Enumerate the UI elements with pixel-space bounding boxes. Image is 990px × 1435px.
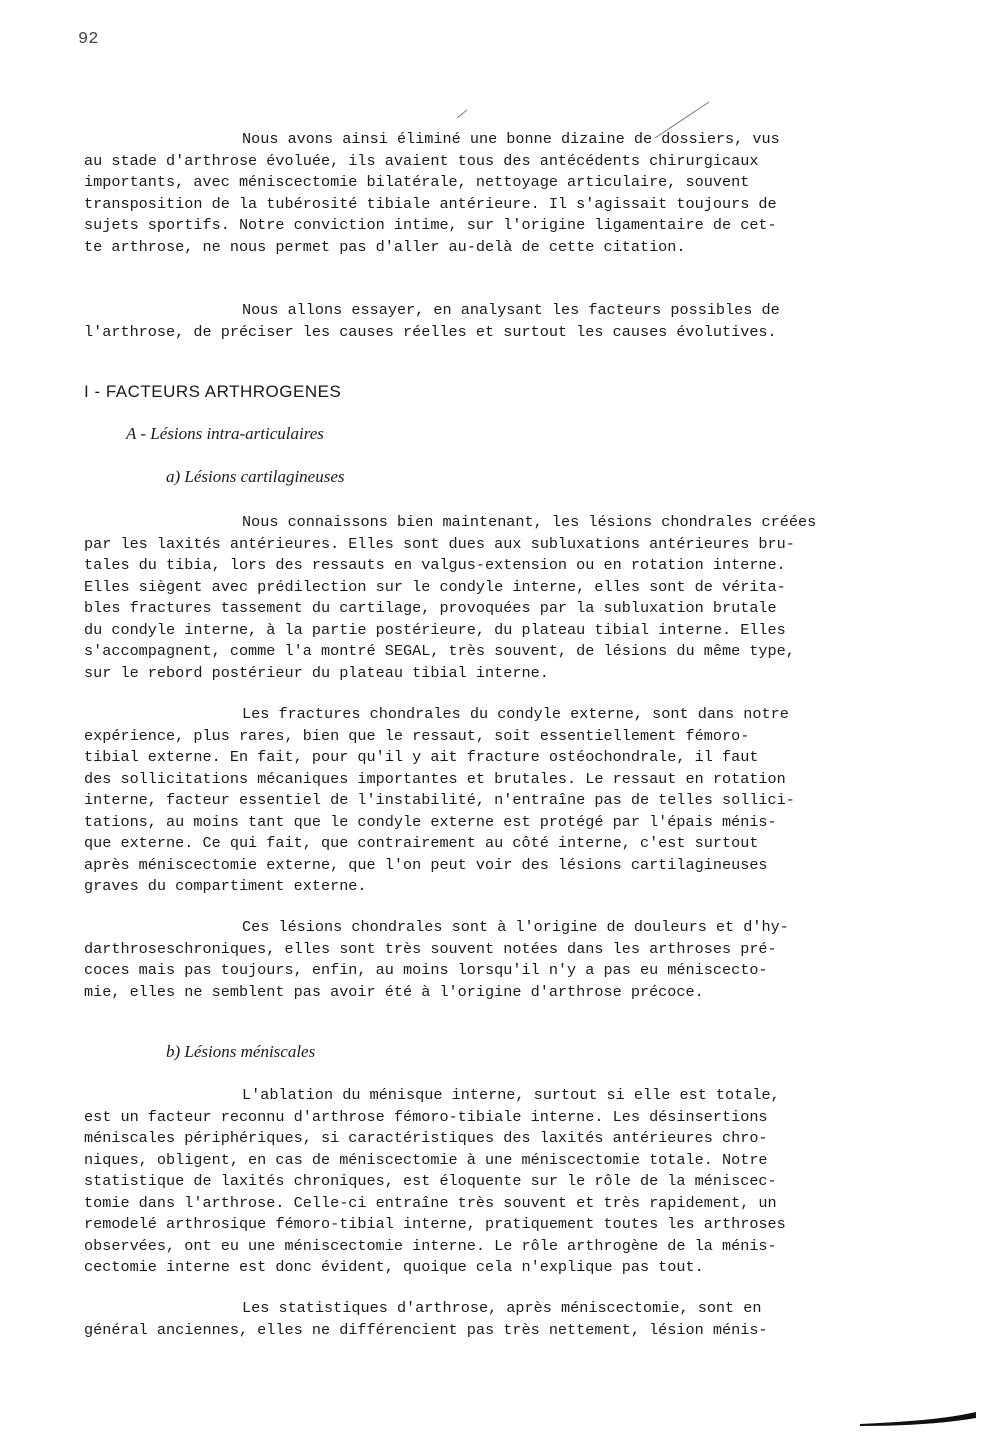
text-line: sur le rebord postérieur du plateau tibial interne. xyxy=(84,663,549,682)
text-line: du condyle interne, à la partie postérieure, du plateau tibial interne. Elles xyxy=(84,620,786,639)
text-line: Nous allons essayer, en analysant les facteurs possibles de xyxy=(242,301,780,319)
text-line: Ces lésions chondrales sont à l'origine de douleurs et d'hy- xyxy=(242,918,789,936)
text-line: tales du tibia, lors des ressauts en valgus-extension ou en rotation interne. xyxy=(84,556,786,574)
text-line: observées, ont eu une méniscectomie interne. Le rôle arthrogène de la ménis- xyxy=(84,1236,777,1255)
text-line: que externe. Ce qui fait, que contrairement au côté interne, c'est surtout xyxy=(84,834,759,852)
text-line: statistique de laxités chroniques, est éloquente sur le rôle de la méniscec- xyxy=(84,1172,777,1190)
text-line: Les fractures chondrales du condyle externe, sont dans notre xyxy=(242,705,789,723)
text-line: cectomie interne est donc évident, quoique cela n'explique pas tout. xyxy=(84,1258,704,1276)
body-paragraph xyxy=(84,1298,890,1341)
text-line: méniscales périphériques, si caractéristiques des laxités antérieures chro- xyxy=(84,1129,768,1147)
text-line: sujets sportifs. Notre conviction intime, sur l'origine ligamentaire de cet- xyxy=(84,216,777,234)
text-line: mie, elles ne semblent pas avoir été à l'origine d'arthrose précoce. xyxy=(84,982,704,1001)
text-line: coces mais pas toujours, enfin, au moins lorsqu'il n'y a pas eu méniscecto- xyxy=(84,961,768,979)
text-line: Les statistiques d'arthrose, après méniscectomie, sont en xyxy=(242,1299,762,1317)
text-line: est un facteur reconnu d'arthrose fémoro-tibiale interne. Les désinsertions xyxy=(84,1107,768,1126)
text-line: des sollicitations mécaniques importantes et brutales. Le ressaut en rotation xyxy=(84,769,786,788)
intro-paragraph xyxy=(84,300,890,343)
text-line: l'arthrose, de préciser les causes réelles et surtout les causes évolutives. xyxy=(84,322,777,341)
page-number: 92 xyxy=(78,30,99,49)
text-line: expérience, plus rares, bien que le ressaut, soit essentiellement fémoro- xyxy=(84,726,750,745)
text-line: Elles siègent avec prédilection sur le condyle interne, elles sont de vérita- xyxy=(84,577,786,596)
text-line: interne, facteur essentiel de l'instabilité, n'entraîne pas de telles sollici- xyxy=(84,791,795,809)
subsubsection-heading-a: a) Lésions cartilagineuses xyxy=(166,467,345,486)
text-line: Nous connaissons bien maintenant, les lésions chondrales créées xyxy=(242,513,817,531)
text-line: après méniscectomie externe, que l'on peut voir des lésions cartilagineuses xyxy=(84,855,768,874)
text-line: te arthrose, ne nous permet pas d'aller au-delà de cette citation. xyxy=(84,237,686,256)
text-line: graves du compartiment externe. xyxy=(84,877,367,895)
body-paragraph xyxy=(84,512,890,684)
body-paragraph xyxy=(84,704,890,898)
text-line: niques, obligent, en cas de méniscectomie à une méniscectomie totale. Notre xyxy=(84,1150,768,1169)
subsection-heading: A - Lésions intra-articulaires xyxy=(126,424,324,443)
text-line: transposition de la tubérosité tibiale antérieure. Il s'agissait toujours de xyxy=(84,194,777,213)
text-line: darthroseschroniques, elles sont très souvent notées dans les arthroses pré- xyxy=(84,939,777,958)
text-line: au stade d'arthrose évoluée, ils avaient tous des antécédents chirurgicaux xyxy=(84,151,759,170)
body-paragraph xyxy=(84,917,890,1003)
text-line: importants, avec méniscectomie bilatérale, nettoyage articulaire, souvent xyxy=(84,173,750,191)
text-line: général anciennes, elles ne différencient pas très nettement, lésion ménis- xyxy=(84,1320,768,1339)
scan-smudge xyxy=(860,1400,980,1430)
section-heading: I - FACTEURS ARTHROGENES xyxy=(84,382,342,401)
text-line: remodelé arthrosique fémoro-tibial interne, pratiquement toutes les arthroses xyxy=(84,1215,786,1233)
text-line: par les laxités antérieures. Elles sont dues aux subluxations antérieures bru- xyxy=(84,534,795,553)
body-paragraph xyxy=(84,1085,890,1279)
intro-paragraph xyxy=(84,129,890,258)
text-line: tations, au moins tant que le condyle externe est protégé par l'épais ménis- xyxy=(84,812,777,831)
text-line: tomie dans l'arthrose. Celle-ci entraîne très souvent et très rapidement, un xyxy=(84,1193,777,1212)
text-line: s'accompagnent, comme l'a montré SEGAL, très souvent, de lésions du même type, xyxy=(84,642,795,660)
subsubsection-heading-b: b) Lésions méniscales xyxy=(166,1042,316,1061)
text-line: Nous avons ainsi éliminé une bonne dizaine de dossiers, vus xyxy=(242,130,780,148)
text-line: L'ablation du ménisque interne, surtout si elle est totale, xyxy=(242,1086,780,1104)
text-line: bles fractures tassement du cartilage, provoquées par la subluxation brutale xyxy=(84,599,777,617)
text-line: tibial externe. En fait, pour qu'il y ait fracture ostéochondrale, il faut xyxy=(84,748,759,766)
